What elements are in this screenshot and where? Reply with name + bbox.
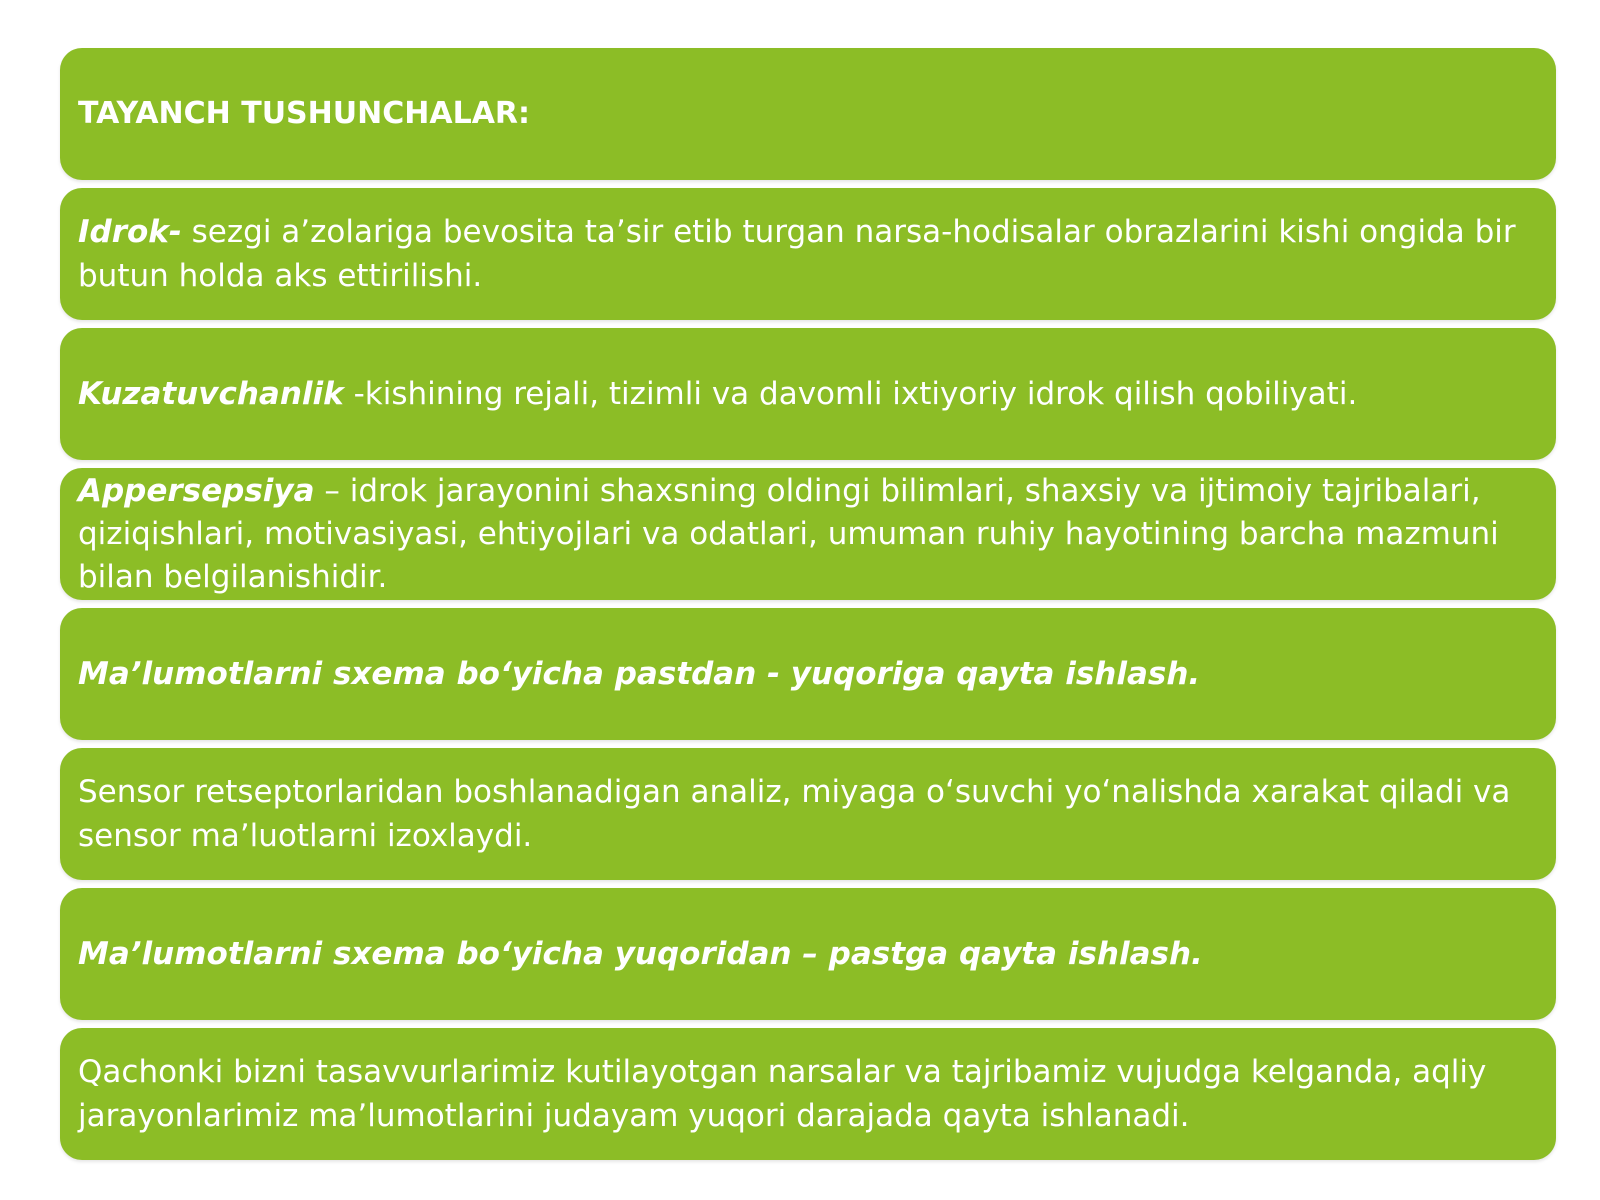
section-heading: Ma’lumotlarni sxema bo‘yicha yuqoridan – pastga qayta ishlash. (78, 936, 1203, 972)
concept-term: Idrok- (78, 214, 182, 250)
concept-definition: sezgi a’zolariga bevosita ta’sir etib turgan narsa-hodisalar obrazlarini kishi ongida bir butun holda aks ettirilishi. (78, 214, 1516, 294)
concept-box-appersepsiya (60, 468, 1556, 600)
heading-box-bottom-up (60, 608, 1556, 740)
concept-list (60, 48, 1556, 1156)
section-heading: Ma’lumotlarni sxema bo‘yicha pastdan - yuqoriga qayta ishlash. (78, 656, 1201, 692)
heading-box-top-down (60, 888, 1556, 1020)
section-description: Sensor retseptorlaridan boshlanadigan analiz, miyaga o‘suvchi yo‘nalishda xarakat qiladi va sensor ma’luotlarni izoxlaydi. (78, 774, 1511, 854)
page-title: TAYANCH TUSHUNCHALAR: (78, 96, 531, 131)
concept-content (78, 372, 1538, 416)
concept-term: Kuzatuvchanlik (78, 376, 344, 412)
concept-box-idrok (60, 188, 1556, 320)
concept-term: Appersepsiya (78, 472, 315, 509)
description-box-bottom-up (60, 748, 1556, 880)
section-description: Qachonki bizni tasavvurlarimiz kutilayotgan narsalar va tajribamiz vujudga kelganda, aqliy jarayonlarimiz ma’lumotlarini judayam yuqori darajada qayta ishlanadi. (78, 1054, 1487, 1134)
concept-definition: -kishining rejali, tizimli va davomli ixtiyoriy idrok qilish qobiliyati. (343, 376, 1358, 412)
concept-definition: – idrok jarayonini shaxsning oldingi bilimlari, shaxsiy va ijtimoiy tajribalari, qiziqishlari, motivasiyasi, ehtiyojlari va odatlari, umuman ruhiy hayotining barcha mazmuni bilan belgilanishidir. (78, 472, 1499, 595)
concept-content (78, 210, 1538, 298)
concept-content (78, 470, 1538, 599)
description-box-top-down (60, 1028, 1556, 1160)
concept-box-kuzatuvchanlik (60, 328, 1556, 460)
title-box (60, 48, 1556, 180)
